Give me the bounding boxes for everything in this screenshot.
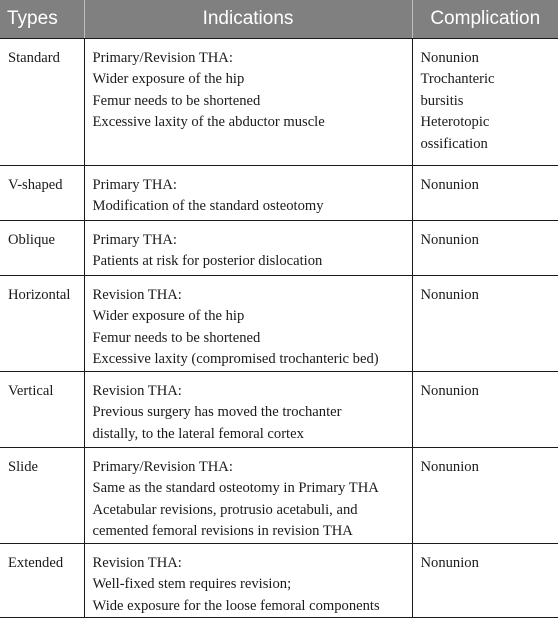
indication-line: Modification of the standard osteotomy [92, 198, 324, 214]
type-cell: Extended [0, 543, 84, 618]
indication-line: Excessive laxity of the abductor muscle [92, 114, 325, 130]
indication-line: Wide exposure for the loose femoral components [92, 597, 380, 614]
complication-line: Nonunion [420, 458, 479, 475]
complication-cell [412, 371, 558, 447]
type-cell: V-shaped [0, 165, 84, 220]
complication-line: Nonunion [420, 554, 479, 571]
indications-cell [84, 165, 412, 220]
indication-line: Femur needs to be shortened [92, 329, 261, 346]
complication-line: Trochanteric [420, 71, 495, 87]
indication-line: Primary/Revision THA: [92, 49, 233, 66]
complication-line: Heterotopic [420, 114, 490, 130]
complication-line: bursitis [420, 92, 464, 109]
complication-line: Nonunion [420, 49, 479, 66]
indication-line: cemented femoral revisions in revision THA [92, 523, 353, 539]
indication-line: Acetabular revisions, protrusio acetabuli, and [92, 501, 358, 518]
indication-line: Primary/Revision THA: [92, 458, 233, 475]
table-body [0, 38, 558, 618]
indications-cell [84, 38, 412, 165]
indication-line: distally, to the lateral femoral cortex [92, 425, 304, 442]
complication-cell [412, 447, 558, 543]
indication-line: Excessive laxity (compromised trochanteric bed) [92, 351, 379, 367]
complication-cell [412, 543, 558, 618]
complication-line: Nonunion [420, 286, 479, 303]
indications-cell [84, 275, 412, 371]
indication-line: Same as the standard osteotomy in Primary THA [92, 480, 379, 496]
complication-cell [412, 220, 558, 275]
complication-cell [412, 165, 558, 220]
complication-cell [412, 38, 558, 165]
complication-line: ossification [420, 135, 488, 152]
indication-line: Revision THA: [92, 382, 182, 399]
indications-cell [84, 543, 412, 618]
complication-line: Nonunion [420, 382, 479, 399]
indication-line: Primary THA: [92, 176, 177, 193]
table-header [0, 0, 558, 38]
indications-cell [84, 447, 412, 543]
type-cell: Horizontal [0, 275, 84, 371]
indication-line: Well-fixed stem requires revision; [92, 576, 292, 592]
table-row [0, 447, 558, 543]
indication-line: Wider exposure of the hip [92, 308, 245, 324]
type-cell: Oblique [0, 220, 84, 275]
indication-line: Revision THA: [92, 554, 182, 571]
table-row [0, 275, 558, 371]
table-row [0, 371, 558, 447]
complication-line: Nonunion [420, 231, 479, 248]
type-cell: Vertical [0, 371, 84, 447]
indications-cell [84, 220, 412, 275]
table-row [0, 543, 558, 618]
indication-line: Patients at risk for posterior dislocation [92, 253, 323, 269]
table-row [0, 220, 558, 275]
header-types: Types [0, 0, 84, 38]
complication-line: Nonunion [420, 176, 479, 193]
type-cell: Standard [0, 38, 84, 165]
indication-line: Femur needs to be shortened [92, 92, 261, 109]
header-indications: Indications [84, 0, 412, 38]
header-row [0, 0, 558, 38]
table-row [0, 38, 558, 165]
indication-line: Primary THA: [92, 231, 177, 248]
indications-cell [84, 371, 412, 447]
indication-line: Wider exposure of the hip [92, 71, 245, 87]
complication-cell [412, 275, 558, 371]
indication-line: Revision THA: [92, 286, 182, 303]
indication-line: Previous surgery has moved the trochanter [92, 404, 342, 420]
table-row [0, 165, 558, 220]
header-complication: Complication [412, 0, 558, 38]
type-cell: Slide [0, 447, 84, 543]
